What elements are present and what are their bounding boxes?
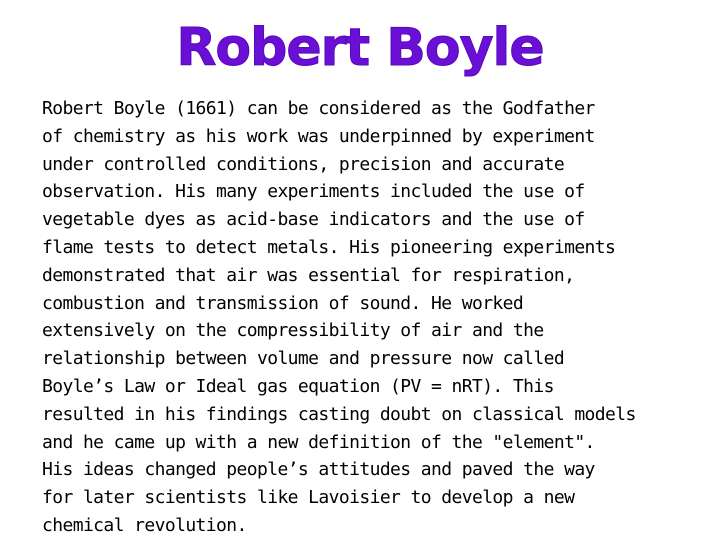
body-line: of chemistry as his work was underpinned by experiment	[42, 125, 595, 147]
body-line: and he came up with a new definition of the "element".	[42, 431, 595, 453]
body-line: relationship between volume and pressure now called	[42, 348, 565, 370]
body-line: resulted in his findings casting doubt on classical models	[42, 403, 636, 425]
body-line: observation. His many experiments included the use of	[42, 181, 585, 203]
body-line: combustion and transmission of sound. He worked	[42, 292, 524, 314]
body-line: His ideas changed people’s attitudes and paved the way	[42, 459, 595, 481]
body-line: vegetable dyes as acid-base indicators and the use of	[42, 209, 585, 231]
body-line: demonstrated that air was essential for respiration,	[42, 264, 575, 286]
body-paragraph	[42, 95, 702, 540]
body-line: Boyle’s Law or Ideal gas equation (PV = nRT). This	[42, 375, 554, 397]
slide-title: Robert Boyle	[176, 18, 544, 78]
body-line: flame tests to detect metals. His pioneering experiments	[42, 236, 616, 258]
body-line: for later scientists like Lavoisier to develop a new	[42, 487, 575, 509]
body-line: extensively on the compressibility of air and the	[42, 320, 544, 342]
body-line: Robert Boyle (1661) can be considered as the Godfather	[42, 98, 595, 119]
body-line: under controlled conditions, precision and accurate	[42, 153, 565, 175]
body-line: chemical revolution.	[42, 514, 247, 536]
